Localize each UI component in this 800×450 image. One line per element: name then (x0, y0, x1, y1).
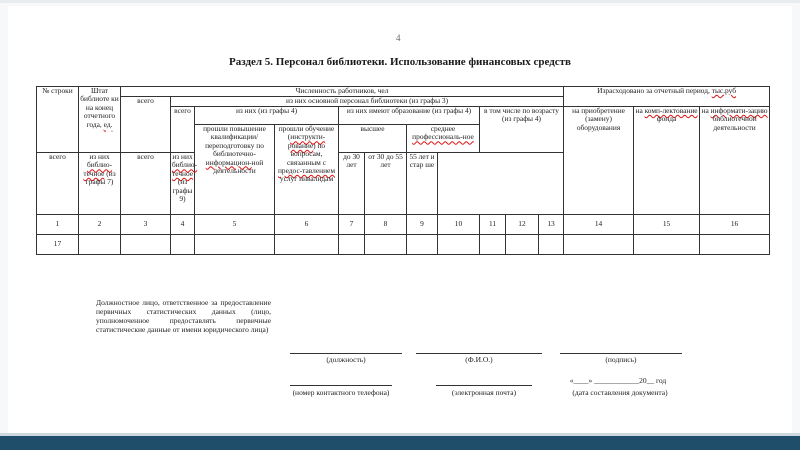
header-age: в том числе по возрасту (из графы 4) (480, 107, 564, 153)
cell-input[interactable] (506, 235, 539, 255)
header-age-55-plus: 55 лет и стар ше (407, 153, 438, 215)
col-num: 7 (339, 215, 365, 235)
header-age-30-55: от 30 до 55 лет (365, 153, 407, 215)
cell-input[interactable] (365, 235, 407, 255)
col-num: 13 (539, 215, 564, 235)
data-row-17 (37, 235, 770, 255)
header-secondary: среднее профессиональ-ное (407, 125, 480, 153)
official-statement: Должностное лицо, ответственное за предоставление первичных статистических данных (лицо, уполномоченное предоставлять первичные статистические данные от имени юридического лица) (96, 298, 271, 334)
col-num: 10 (438, 215, 480, 235)
date-caption: (дата составления документа) (572, 388, 668, 397)
header-main-total: всего (171, 107, 195, 153)
date-line: «____» ____________20__ год (569, 376, 667, 385)
header-higher-total: всего (37, 153, 79, 215)
header-workers: Численность работников, чел (121, 87, 564, 97)
header-age-under30: до 30 лет (339, 153, 365, 215)
header-higher: высшее (339, 125, 407, 153)
bottom-frame-bar (0, 436, 800, 450)
cell-input[interactable] (438, 235, 480, 255)
header-equipment: на приобретение (замену) оборудования (564, 107, 634, 215)
col-num: 11 (480, 215, 506, 235)
header-secondary-total: всего (121, 153, 171, 215)
cell-input[interactable] (275, 235, 339, 255)
header-main-staff: из них основной персонал библиотеки (из графы 3) (171, 97, 564, 107)
cell-input[interactable] (407, 235, 438, 255)
cell-input[interactable] (700, 235, 770, 255)
col-num: 6 (275, 215, 339, 235)
cell-input[interactable] (539, 235, 564, 255)
header-spent: Израсходовано за отчетный период, тыс.руб (564, 87, 770, 107)
phone-line (290, 385, 392, 386)
section-title: Раздел 5. Персонал библиотеки. Использование финансовых средств (229, 56, 571, 68)
cell-input[interactable] (121, 235, 171, 255)
header-education: из них имеют образование (из графы 4) (339, 107, 480, 125)
cell-input[interactable] (79, 235, 121, 255)
col-num: 2 (79, 215, 121, 235)
cell-input[interactable] (634, 235, 700, 255)
col-num: 16 (700, 215, 770, 235)
col-num: 4 (171, 215, 195, 235)
fio-caption: (Ф.И.О.) (465, 355, 493, 364)
col-num: 12 (506, 215, 539, 235)
header-total: всего (121, 97, 171, 153)
position-caption: (должность) (326, 355, 366, 364)
header-secondary-library: из них библио-течное (из графы 9) (171, 153, 195, 215)
cell-input[interactable] (480, 235, 506, 255)
col-num: 8 (365, 215, 407, 235)
email-caption: (электронная почта) (451, 388, 517, 397)
header-training: прошли обучение (инструкти-рование) по вопросам, связанным с предос-тавлением услуг инвалидам (275, 125, 339, 215)
phone-caption: (номер контактного телефона) (292, 388, 390, 397)
header-higher-library: из них библио-течное (из графы 7) (79, 153, 121, 215)
fio-line (416, 353, 542, 354)
header-of-them-col4: из них (из графы 4) (195, 107, 339, 125)
col-num: 15 (634, 215, 700, 235)
col-num: 3 (121, 215, 171, 235)
page-number: 4 (396, 33, 401, 43)
position-line (290, 353, 402, 354)
email-line (436, 385, 532, 386)
header-qualification: прошли повышение квалификации/ переподготовку по библиотечно-информацион-ной деятельности (195, 125, 275, 215)
cell-input[interactable] (171, 235, 195, 255)
signature-caption: (подпись) (605, 355, 637, 364)
col-num: 1 (37, 215, 79, 235)
col-num: 9 (407, 215, 438, 235)
report-table (36, 86, 770, 255)
signature-line (560, 353, 682, 354)
header-row-number: № строки (37, 87, 79, 153)
header-fund: на комп-лектование фонда (634, 107, 700, 215)
column-numbers-row (37, 215, 770, 235)
cell-input[interactable] (564, 235, 634, 255)
col-num: 5 (195, 215, 275, 235)
row-code: 17 (37, 235, 79, 255)
cell-input[interactable] (195, 235, 275, 255)
header-informatization: на информати-зацию библиотечной деятельности (700, 107, 770, 215)
col-num: 14 (564, 215, 634, 235)
cell-input[interactable] (339, 235, 365, 255)
header-staff: Штат библиоте ки на конец отчетного года, ед. (79, 87, 121, 153)
